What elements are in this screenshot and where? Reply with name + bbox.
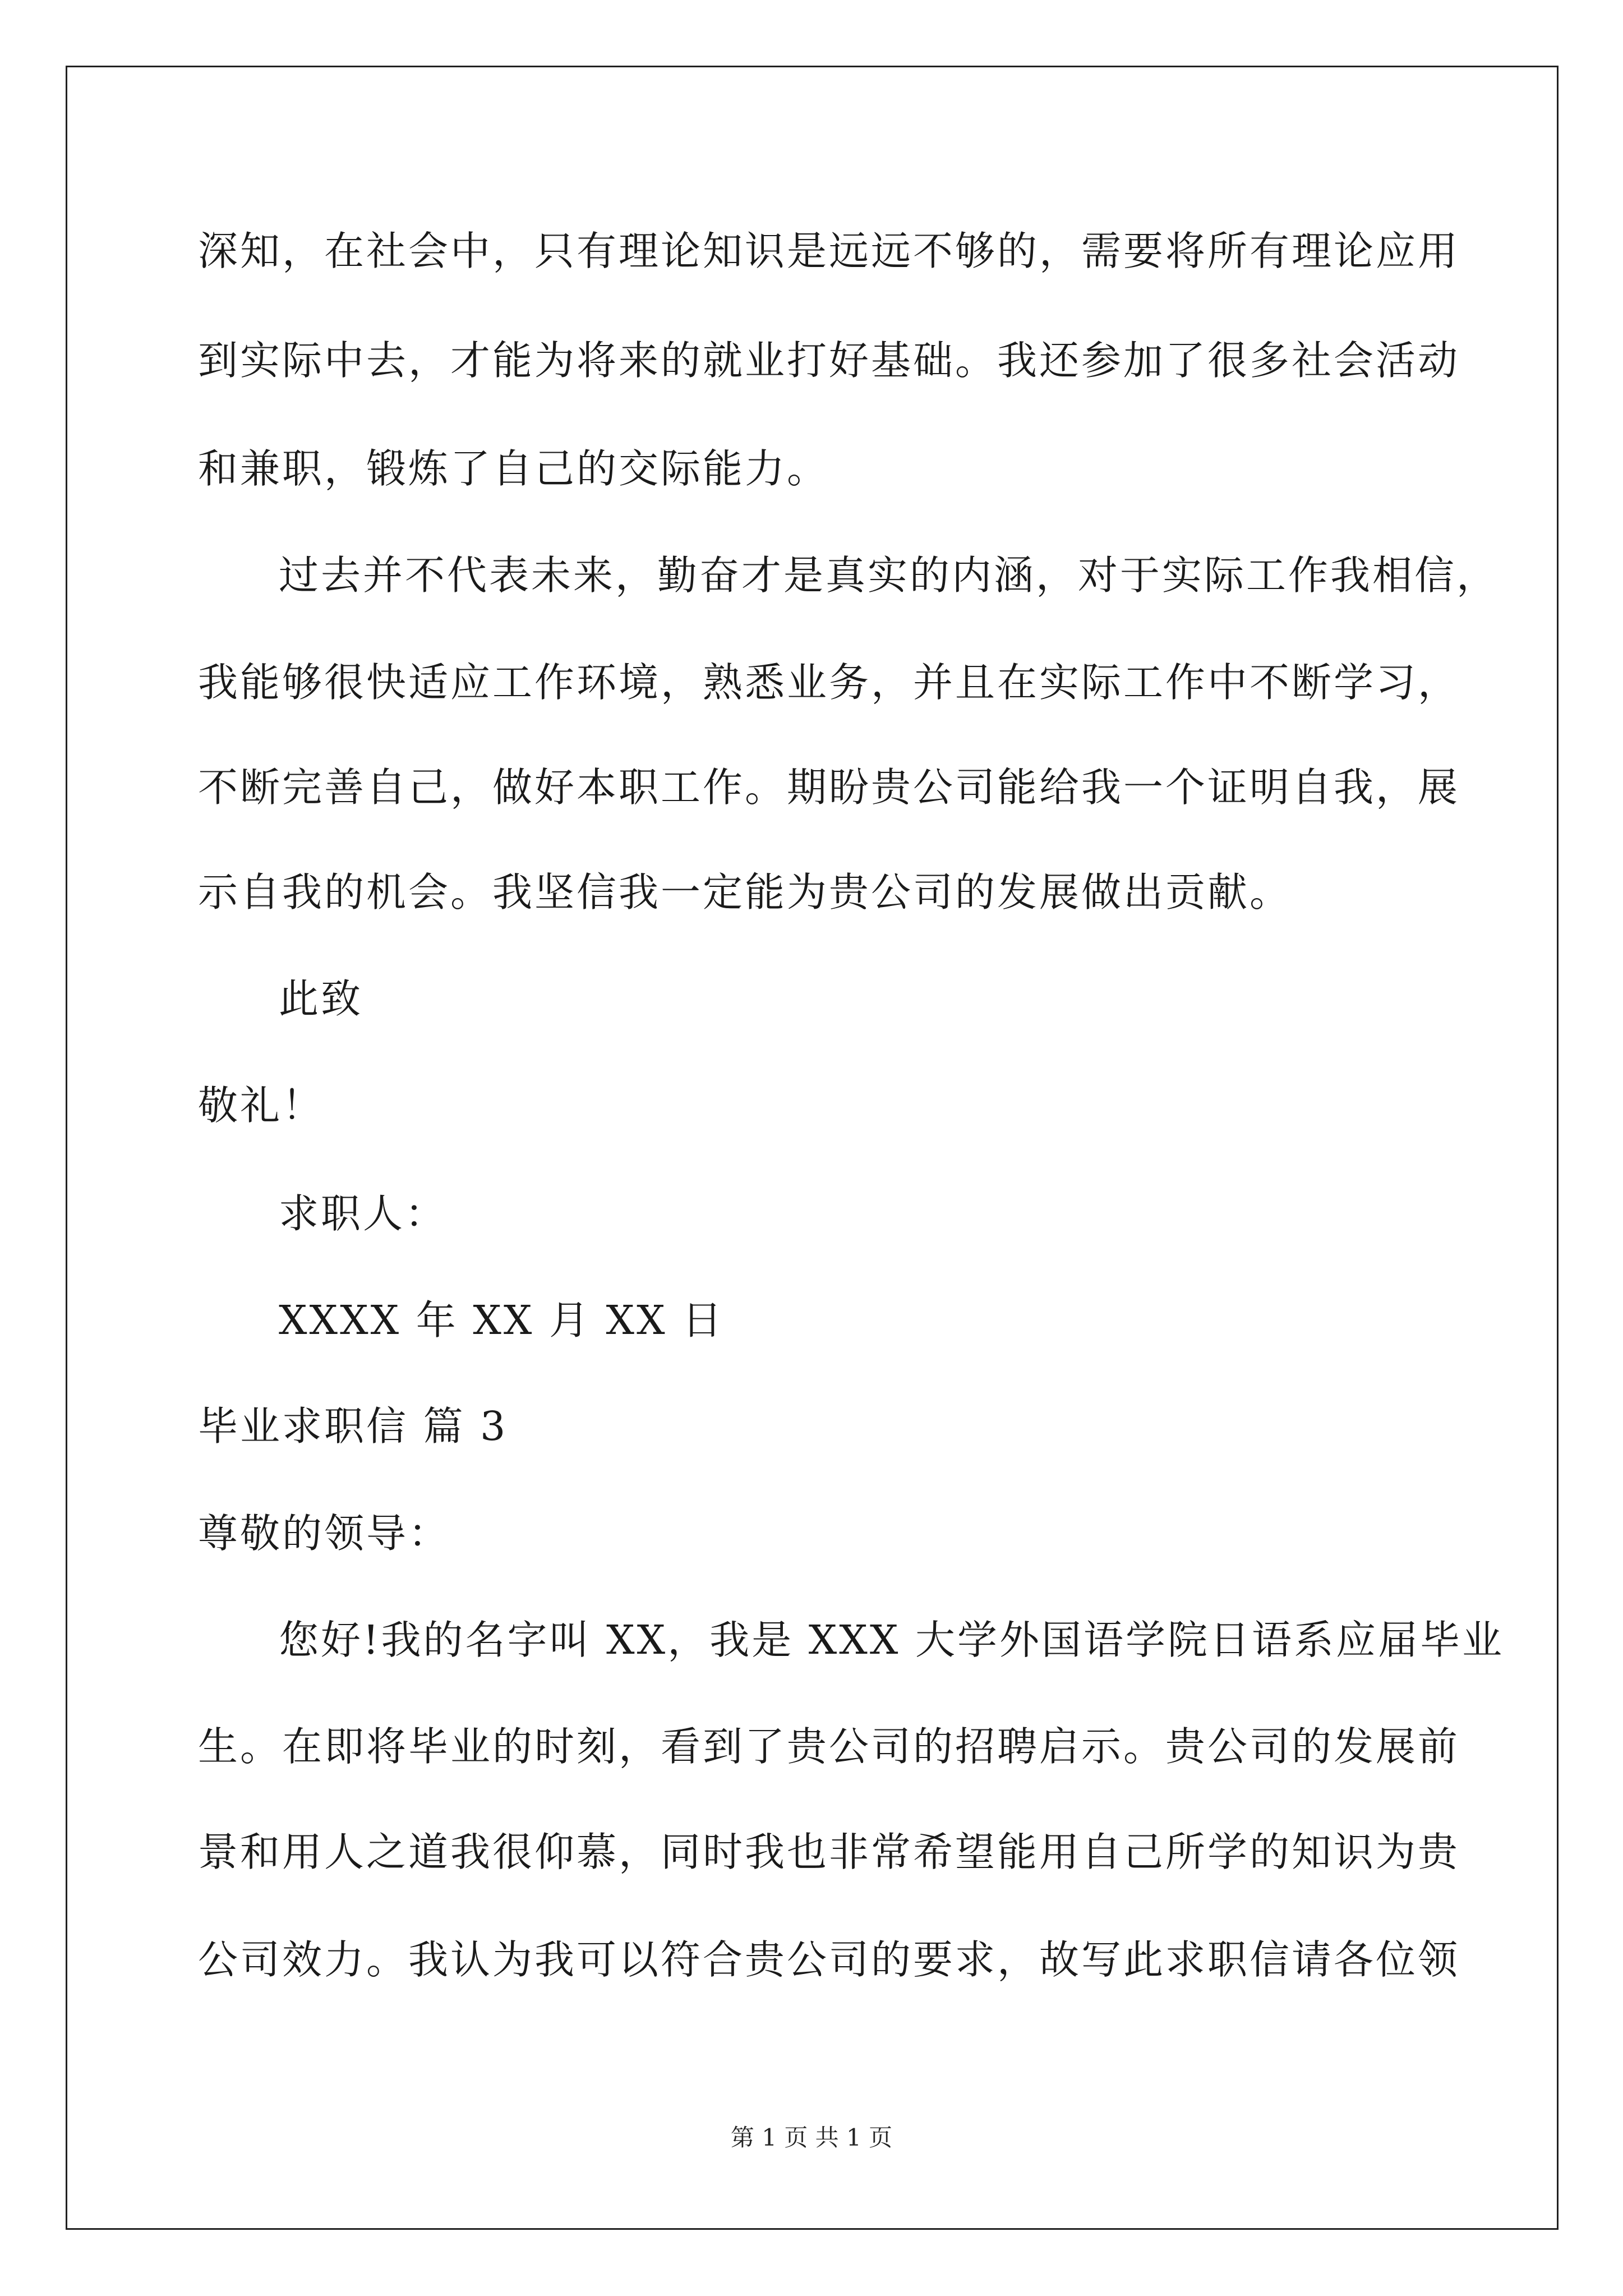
body-line: 景和用人之道我很仰慕，同时我也非常希望能用自己所学的知识为贵 <box>198 1829 1460 1875</box>
body-line: 过去并不代表未来，勤奋才是真实的内涵，对于实际工作我相信， <box>279 552 1499 599</box>
body-line: 公司效力。我认为我可以符合贵公司的要求，故写此求职信请各位领 <box>198 1936 1460 1983</box>
body-line: 和兼职，锻炼了自己的交际能力。 <box>198 445 829 492</box>
body-line: 生。在即将毕业的时刻，看到了贵公司的招聘启示。贵公司的发展前 <box>198 1723 1460 1770</box>
body-line: 您好!我的名字叫 XX，我是 XXX 大学外国语学院日语系应届毕业 <box>279 1617 1504 1663</box>
closing-greeting: 此致 <box>279 976 363 1022</box>
body-line: 我能够很快适应工作环境，熟悉业务，并且在实际工作中不断学习， <box>198 659 1460 706</box>
body-line: 示自我的机会。我坚信我一定能为贵公司的发展做出贡献。 <box>198 869 1292 915</box>
body-line: 不断完善自己，做好本职工作。期盼贵公司能给我一个证明自我，展 <box>198 764 1460 811</box>
date-line: XXXX 年 XX 月 XX 日 <box>279 1297 725 1343</box>
letter-greeting: 尊敬的领导： <box>198 1510 451 1557</box>
page-frame <box>66 66 1559 2230</box>
body-line: 到实际中去，才能为将来的就业打好基础。我还参加了很多社会活动 <box>198 337 1460 384</box>
salutation: 敬礼！ <box>198 1082 325 1129</box>
section-title: 毕业求职信 篇 3 <box>198 1403 508 1450</box>
body-line: 深知，在社会中，只有理论知识是远远不够的，需要将所有理论应用 <box>198 228 1460 274</box>
page-footer: 第 1 页 共 1 页 <box>730 2124 893 2151</box>
signature-label: 求职人： <box>279 1190 448 1237</box>
